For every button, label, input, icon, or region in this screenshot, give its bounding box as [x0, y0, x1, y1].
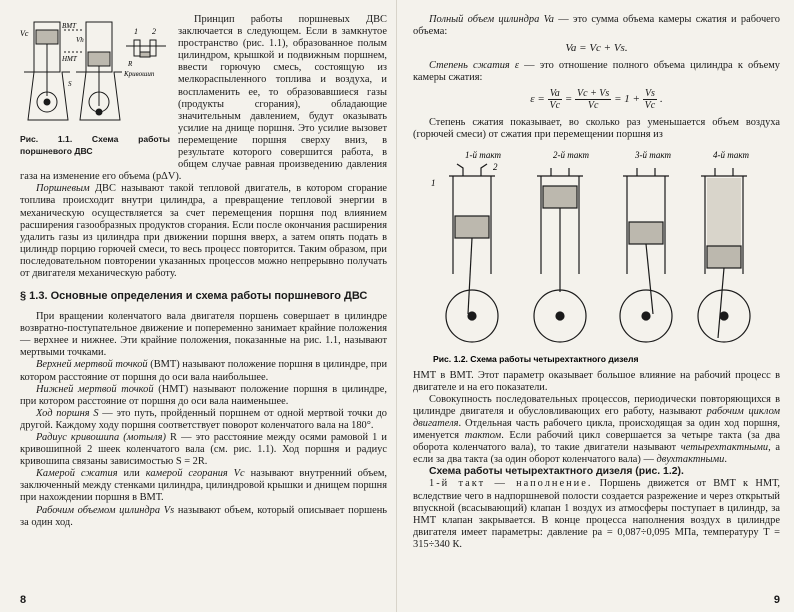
cycle-term: рабочим циклом двигателя [413, 405, 780, 429]
valve-label-2: 2 [493, 161, 498, 172]
rotation-paragraph: При вращении коленчатого вала двигателя поршень совершает в цилиндре возвратно-поступательное движение и попеременно занимает крайние положения — верхнее и нижнее. Эти крайние положения, показанные на рис. 1.1, называют мертвыми точками. [20, 311, 387, 359]
figure-1-1-caption: Рис. 1.1. Схема работы поршневого ДВС [20, 134, 170, 157]
bdc-text: называют положение поршня в цилиндре, при котором расстояние от поршня до оси вала наименьшее. [20, 383, 387, 407]
first-stroke-text: Поршень движется от ВМТ к НМТ, вследствие чего в надпоршневой полости создается разрежение и через открытый впускной (всасывающий) клапан 1 воздух из атмосферы поступает в цилиндр, за НМТ клапан закрывается. В конце процесса наполнения воздух в цилиндре двигателя имеет параметры: давление pa = 0,087÷0,095 МПа, температуру T = 315÷340 К. [413, 478, 780, 550]
label-bdc: НМТ [62, 55, 77, 63]
cycle-text-2: . Отдельная часть рабочего цикла, происходящая за один ход поршня, именуется [413, 417, 780, 442]
or-word: или [117, 468, 146, 480]
two-stroke-term: двухтактными [656, 454, 725, 466]
stroke-definition-term: тактом [464, 430, 502, 442]
label-r: R [128, 60, 133, 68]
fraction-1-den: Vc [549, 100, 561, 112]
scheme-subhead [413, 466, 780, 478]
full-volume-term: Полный объем цилиндра Va [429, 14, 554, 25]
stroke-label-3: 3-й такт [635, 149, 671, 160]
four-stroke-term: четырехтактными [680, 442, 769, 454]
section-heading: § 1.3. Основные определения и схема работы поршневого ДВС [20, 290, 368, 303]
radius-text: R — это расстояние между осями рамовой 1 и кривошипной 2 шеек коленчатого вала (см. рис. 1.1). Ход поршня и радиус кривошипа связаны зависимостью S = 2R. [20, 432, 387, 468]
working-text: называют объем, который описывает поршень за один ход. [20, 504, 387, 528]
formula-eq: = [564, 93, 573, 106]
formula-ratio [413, 88, 780, 111]
figure-1-1-drawing [20, 16, 170, 134]
fraction-3-num: Vs [643, 88, 658, 100]
chamber-term: Камерой сжатия [36, 468, 118, 480]
cycle-text-1: Совокупность последовательных процессов, периодически повторяющихся в цилиндре двигателя и обусловливающих его работу, называют [413, 393, 780, 417]
working-term: Рабочим объемом цилиндра Vs [36, 504, 175, 516]
piston-term: Поршневым [36, 183, 90, 195]
tdc-abbr: (ВМТ) [150, 359, 180, 371]
bdc-abbr: (НМТ) [158, 383, 189, 395]
stroke-term: Ход поршня S [36, 407, 99, 419]
formula-lhs: ε = [530, 93, 545, 106]
first-stroke-label: 1-й такт — наполнение. [429, 478, 593, 490]
working-volume-paragraph [20, 505, 387, 529]
first-stroke-paragraph [413, 478, 780, 551]
intro-text: Принцип работы поршневых ДВС заключается в следующем. Если в замкнутое пространство (рис. 1.1), образованное полым цилиндром, крышкой и подвижным поршнем, ввести горючую смесь, состоящую из мелкораспыленного топлива и воздуха, и воспламенить ее, то образовавшиеся газы (продукты сгорания), обладающие значительным давлением, будут оказывать усилие на днище поршня. Это усилие вызовет перемещение поршня сверху вниз, в результате которого совершится работа, в общем случае равная произведению давления газа на изменение его объема (pΔV). [20, 14, 387, 183]
page-number-left: 8 [20, 594, 27, 606]
bdc-term: Нижней мертвой точкой [36, 383, 154, 395]
cycle-text-5: . [724, 454, 727, 466]
label-crank: Кривошип [124, 70, 155, 78]
fraction-2-den: Vc [587, 100, 599, 112]
label-1: 1 [134, 27, 138, 36]
formula-end: . [659, 93, 663, 106]
page-number-right: 9 [773, 594, 780, 606]
full-volume-paragraph [413, 14, 780, 38]
bdc-paragraph [20, 384, 387, 408]
cycle-paragraph [413, 394, 780, 467]
figure-1-1 [20, 16, 170, 158]
formula-volume: Va = Vc + Vs. [565, 42, 628, 55]
chamber-paragraph [20, 468, 387, 504]
ratio-text: — это отношение полного объема цилиндра к объему камеры сжатия: [413, 60, 781, 84]
radius-paragraph [20, 432, 387, 468]
stroke-label-4: 4-й такт [713, 149, 749, 160]
label-vc: Vc [20, 29, 29, 38]
chamber-text: называют внутренний объем, заключенный между стенками цилиндра, цилиндровой крышки и днищем поршня при нахождении поршня в ВМТ. [20, 468, 388, 504]
ratio-term: Степень сжатия ε [429, 60, 520, 72]
label-vh: Vh [76, 36, 84, 44]
right-page [397, 0, 794, 612]
radius-term: Радиус кривошипа [36, 432, 120, 443]
subhead-text: Схема работы четырехтактного дизеля (рис. 1.2). [429, 466, 684, 478]
cycle-text-4: , а если за два такта (за один оборот коленчатого вала) — [413, 442, 781, 466]
ratio-paragraph [413, 60, 780, 84]
full-volume-text: — это сумма объема камеры сжатия и рабочего объема: [413, 14, 780, 38]
fraction-1 [548, 88, 563, 111]
tdc-text: называют положение поршня в цилиндре, при котором расстояние от поршня до оси вала наибольшее. [20, 359, 388, 383]
label-s: S [68, 80, 72, 88]
formula-eq2: = 1 + [614, 93, 640, 106]
figure-1-2-caption: Рис. 1.2. Схема работы четырехтактного дизеля [433, 353, 639, 364]
fraction-3-den: Vc [644, 100, 656, 112]
fraction-2 [575, 88, 611, 111]
fraction-1-num: Va [548, 88, 563, 100]
label-2: 2 [152, 27, 156, 36]
fraction-3 [643, 88, 658, 111]
after-figure-paragraph: НМТ в ВМТ. Этот параметр оказывает большое влияние на рабочий процесс в двигателе и на его показатели. [413, 369, 780, 393]
stroke-label-1: 1-й такт [465, 149, 501, 160]
figure-1-2 [413, 146, 780, 364]
stroke-text: — это путь, пройденный поршнем от одной мертвой точки до другой. Каждому ходу поршня соответствует поворот коленчатого вала на 180°. [20, 407, 387, 431]
radius-alt: (мотыля) [123, 432, 166, 443]
figure-1-2-drawing [413, 146, 780, 364]
piston-definition-text: ДВС называют такой тепловой двигатель, в котором сгорание топлива происходит внутри цилиндра, а превращение тепловой энергии в механическую осуществляется за счет перемещения поршня под влиянием расширения газообразных продуктов сгорания. Если после окончания расширения удалить газы из цилиндра при движении поршня вверх, а затем опять подать в цилиндр порцию горючей смеси, то весь процесс повторится. Таким образом, при последовательном повторении указанных процессов можно непрерывно получать от двигателя механическую работу. [20, 183, 387, 279]
chamber-term-2: камерой сгорания Vc [145, 468, 245, 480]
intro-paragraph [20, 14, 387, 183]
label-tdc: ВМТ [62, 22, 76, 30]
cycle-text-3: . Если рабочий цикл совершается за четыре такта (за два оборота коленчатого вала), то такие двигатели называют [413, 430, 781, 454]
valve-label-1: 1 [431, 177, 436, 188]
ratio-explain-paragraph: Степень сжатия показывает, во сколько раз уменьшается объем воздуха (горючей смеси) от сжатия при перемещении поршня из [413, 117, 780, 141]
stroke-label-2: 2-й такт [553, 149, 589, 160]
piston-definition [20, 183, 387, 280]
tdc-term: Верхней мертвой точкой [36, 359, 148, 371]
fraction-2-num: Vc + Vs [577, 88, 610, 100]
tdc-paragraph [20, 359, 387, 383]
stroke-paragraph [20, 408, 387, 432]
